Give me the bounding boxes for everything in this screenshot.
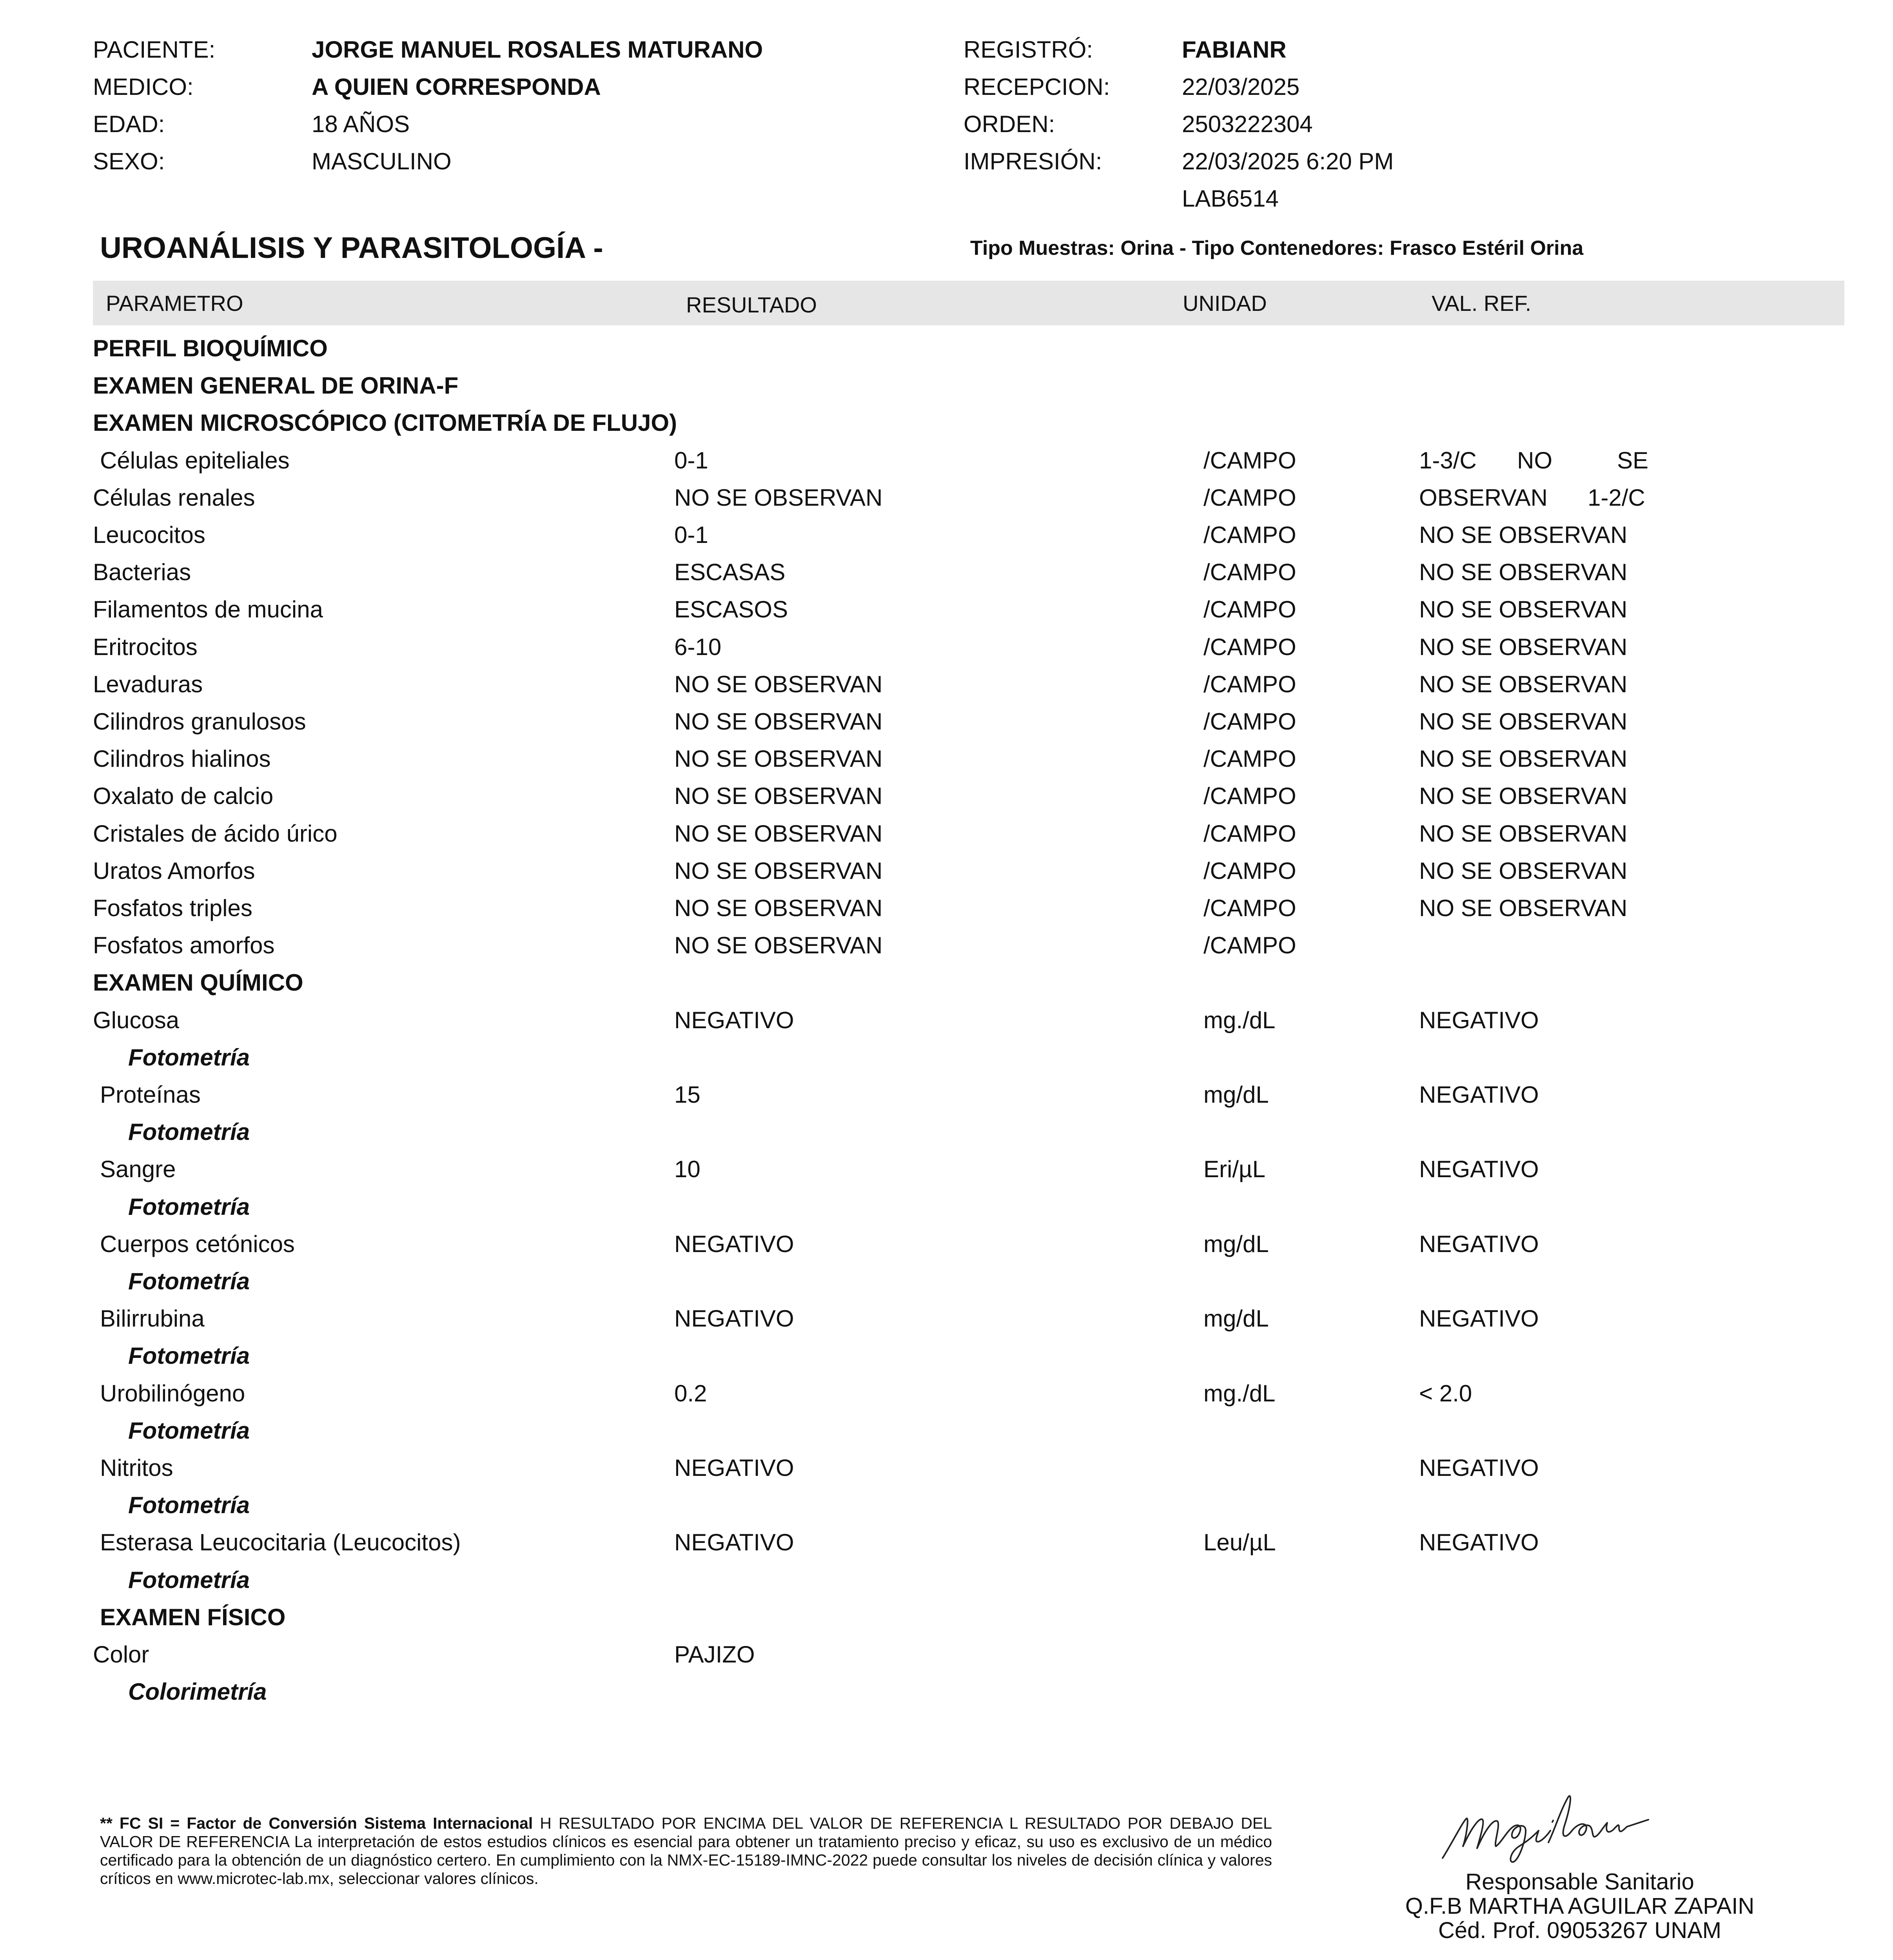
reference-value: NEGATIVO [1419,1082,1539,1108]
table-row [0,1449,1893,1486]
reference-value: NO SE OBSERVAN [1419,708,1628,735]
method-label: Colorimetría [128,1679,267,1705]
method-row [0,1039,1893,1076]
unit-value: /CAMPO [1203,671,1296,697]
section-row [0,404,1893,441]
table-row [0,1151,1893,1188]
section-row [0,964,1893,1001]
reference-value: NO SE OBSERVAN [1419,522,1628,548]
table-row [0,1524,1893,1561]
method-label: Fotometría [128,1268,250,1294]
section-row [0,1599,1893,1636]
param-name: Urobilinógeno [100,1380,245,1406]
handwritten-signature [1435,1776,1662,1870]
reference-value: < 2.0 [1419,1380,1472,1406]
param-name: Fosfatos triples [93,895,252,921]
patient-name: JORGE MANUEL ROSALES MATURANO [312,36,763,63]
param-name: Leucocitos [93,522,205,548]
section-title: UROANÁLISIS Y PARASITOLOGÍA - [100,231,603,265]
table-header [93,281,1844,325]
result-value: 15 [674,1082,701,1108]
sample-info: Tipo Muestras: Orina - Tipo Contenedores: Frasco Estéril Orina [970,237,1584,260]
table-row [0,815,1893,852]
unit-value: Eri/µL [1203,1156,1265,1183]
section-row [0,367,1893,404]
param-name: Uratos Amorfos [93,857,255,884]
reference-value: NO SE OBSERVAN [1419,820,1628,847]
param-name: Levaduras [93,671,203,697]
reference-value: NEGATIVO [1419,1305,1539,1332]
param-name: Glucosa [93,1007,180,1033]
param-name: Esterasa Leucocitaria (Leucocitos) [100,1529,461,1556]
signature-cedula: Céd. Prof. 09053267 UNAM [1438,1918,1722,1943]
param-name: Nitritos [100,1455,173,1481]
result-value: NO SE OBSERVAN [674,857,883,884]
result-value: NO SE OBSERVAN [674,783,883,809]
reference-value: NEGATIVO [1419,1230,1539,1257]
reference-value: NO SE OBSERVAN [1419,596,1628,623]
reference-value: NO SE OBSERVAN [1419,671,1628,697]
result-value: 0.2 [674,1380,707,1406]
param-name: Cilindros hialinos [93,746,271,772]
reference-value: NEGATIVO [1419,1529,1539,1556]
result-value: ESCASAS [674,559,786,586]
reference-value: NO SE OBSERVAN [1419,746,1628,772]
result-value: NEGATIVO [674,1305,794,1332]
table-row [0,1636,1893,1673]
param-name: Color [93,1641,149,1668]
reference-value: NO SE OBSERVAN [1419,857,1628,884]
result-value: NEGATIVO [674,1455,794,1481]
result-value: NO SE OBSERVAN [674,820,883,847]
reference-value: NEGATIVO [1419,1007,1539,1033]
reference-value-part: OBSERVAN [1419,484,1548,511]
col-header-valref: VAL. REF. [1432,291,1532,316]
method-row [0,1113,1893,1151]
param-name: Cuerpos cetónicos [100,1230,295,1257]
method-row [0,1673,1893,1710]
method-label: Fotometría [128,1044,250,1071]
label-recepcion: RECEPCION: [964,74,1110,100]
unit-value: mg./dL [1203,1380,1276,1406]
param-name: Cilindros granulosos [93,708,306,735]
label-paciente: PACIENTE: [93,36,216,63]
unit-value: mg/dL [1203,1230,1269,1257]
reference-value-part: NO [1517,447,1552,474]
section-heading: EXAMEN GENERAL DE ORINA-F [93,372,459,399]
result-value: NEGATIVO [674,1529,794,1556]
unit-value: mg/dL [1203,1305,1269,1332]
patient-sex: MASCULINO [312,148,452,174]
reference-value: NO SE OBSERVAN [1419,895,1628,921]
unit-value: mg./dL [1203,1007,1276,1033]
param-name: Sangre [100,1156,176,1183]
table-row [0,554,1893,591]
table-row [0,777,1893,815]
unit-value: /CAMPO [1203,596,1296,623]
table-row [0,927,1893,964]
table-row [0,852,1893,889]
param-name: Células epiteliales [100,447,290,474]
method-row [0,1486,1893,1524]
unit-value: /CAMPO [1203,857,1296,884]
table-row [0,740,1893,777]
label-sexo: SEXO: [93,148,165,174]
table-row [0,703,1893,740]
section-heading: PERFIL BIOQUÍMICO [93,335,328,361]
result-value: NO SE OBSERVAN [674,746,883,772]
label-edad: EDAD: [93,111,165,137]
section-heading: EXAMEN MICROSCÓPICO (CITOMETRÍA DE FLUJO) [93,410,677,436]
param-name: Células renales [93,484,255,511]
reference-value: NEGATIVO [1419,1455,1539,1481]
unit-value: Leu/µL [1203,1529,1276,1556]
method-label: Fotometría [128,1193,250,1220]
table-row [0,1300,1893,1337]
unit-value: /CAMPO [1203,895,1296,921]
result-value: 0-1 [674,522,708,548]
doctor-name: A QUIEN CORRESPONDA [312,74,601,100]
footnote-text: H RESULTADO POR ENCIMA DEL VALOR DE REFERENCIA L RESULTADO POR DEBAJO DEL VALOR DE REFERENCIA La interpretación de estos estudios clínicos es esencial para obtener un tratamiento preciso y eficaz, su uso es exclusivo de un médico certificado para la obtención de un diagnóstico certero. En cumplimiento con la NMX-EC-15189-IMNC-2022 puede consultar los niveles de decisión clínica y valores críticos en www.microtec-lab.mx, seleccionar valores clínicos. [100,1814,1272,1887]
footnote [100,1814,1272,1888]
method-label: Fotometría [128,1119,250,1145]
unit-value: /CAMPO [1203,633,1296,660]
reference-value: NO SE OBSERVAN [1419,783,1628,809]
unit-value: /CAMPO [1203,447,1296,474]
result-value: NO SE OBSERVAN [674,671,883,697]
result-value: 10 [674,1156,701,1183]
result-value: PAJIZO [674,1641,755,1668]
result-value: NO SE OBSERVAN [674,932,883,959]
method-label: Fotometría [128,1492,250,1519]
signature-name: Q.F.B MARTHA AGUILAR ZAPAIN [1405,1893,1755,1919]
result-value: ESCASOS [674,596,788,623]
method-row [0,1337,1893,1374]
reference-value: NO SE OBSERVAN [1419,559,1628,586]
table-row [0,516,1893,554]
param-name: Fosfatos amorfos [93,932,275,959]
unit-value: /CAMPO [1203,484,1296,511]
section-heading: EXAMEN FÍSICO [100,1604,286,1630]
param-name: Cristales de ácido úrico [93,820,338,847]
table-row [0,628,1893,666]
label-orden: ORDEN: [964,111,1055,137]
label-impresion: IMPRESIÓN: [964,148,1102,174]
result-value: NEGATIVO [674,1230,794,1257]
col-header-parametro: PARAMETRO [106,291,243,316]
reference-value: NO SE OBSERVAN [1419,633,1628,660]
table-row [0,1076,1893,1113]
param-name: Bilirrubina [100,1305,205,1332]
result-value: NEGATIVO [674,1007,794,1033]
unit-value: /CAMPO [1203,522,1296,548]
print-date: 22/03/2025 6:20 PM [1182,148,1394,174]
unit-value: /CAMPO [1203,932,1296,959]
unit-value: /CAMPO [1203,820,1296,847]
method-row [0,1412,1893,1449]
signature-block [1341,1870,1819,1943]
method-label: Fotometría [128,1417,250,1444]
param-name: Filamentos de mucina [93,596,323,623]
patient-age: 18 AÑOS [312,111,410,137]
result-value: NO SE OBSERVAN [674,484,883,511]
reference-value: NEGATIVO [1419,1156,1539,1183]
section-row [0,330,1893,367]
method-row [0,1188,1893,1225]
param-name: Eritrocitos [93,633,198,660]
section-heading: EXAMEN QUÍMICO [93,969,303,996]
table-row [0,442,1893,479]
unit-value: /CAMPO [1203,783,1296,809]
result-value: NO SE OBSERVAN [674,895,883,921]
table-row [0,889,1893,927]
table-row [0,1375,1893,1412]
unit-value: /CAMPO [1203,559,1296,586]
registered-by: FABIANR [1182,36,1287,63]
reference-value-part: SE [1617,447,1649,474]
reference-value-part: 1-2/C [1588,484,1645,511]
unit-value: mg/dL [1203,1082,1269,1108]
lab-code: LAB6514 [1182,185,1279,212]
method-row [0,1561,1893,1599]
table-row [0,591,1893,628]
param-name: Proteínas [100,1082,201,1108]
table-row [0,1002,1893,1039]
table-row [0,479,1893,516]
col-header-unidad: UNIDAD [1183,291,1267,316]
method-label: Fotometría [128,1343,250,1369]
result-value: NO SE OBSERVAN [674,708,883,735]
footnote-title: ** FC SI = Factor de Conversión Sistema Internacional [100,1814,533,1832]
param-name: Oxalato de calcio [93,783,274,809]
reference-value-part: 1-3/C [1419,447,1477,474]
result-value: 0-1 [674,447,708,474]
unit-value: /CAMPO [1203,746,1296,772]
table-row [0,1225,1893,1263]
reception-date: 22/03/2025 [1182,74,1300,100]
signature-role: Responsable Sanitario [1465,1869,1694,1895]
param-name: Bacterias [93,559,191,586]
result-value: 6-10 [674,633,722,660]
method-row [0,1263,1893,1300]
label-medico: MEDICO: [93,74,194,100]
unit-value: /CAMPO [1203,708,1296,735]
order-number: 2503222304 [1182,111,1313,137]
label-registro: REGISTRÓ: [964,36,1093,63]
col-header-resultado: RESULTADO [686,292,817,317]
table-row [0,666,1893,703]
method-label: Fotometría [128,1566,250,1593]
